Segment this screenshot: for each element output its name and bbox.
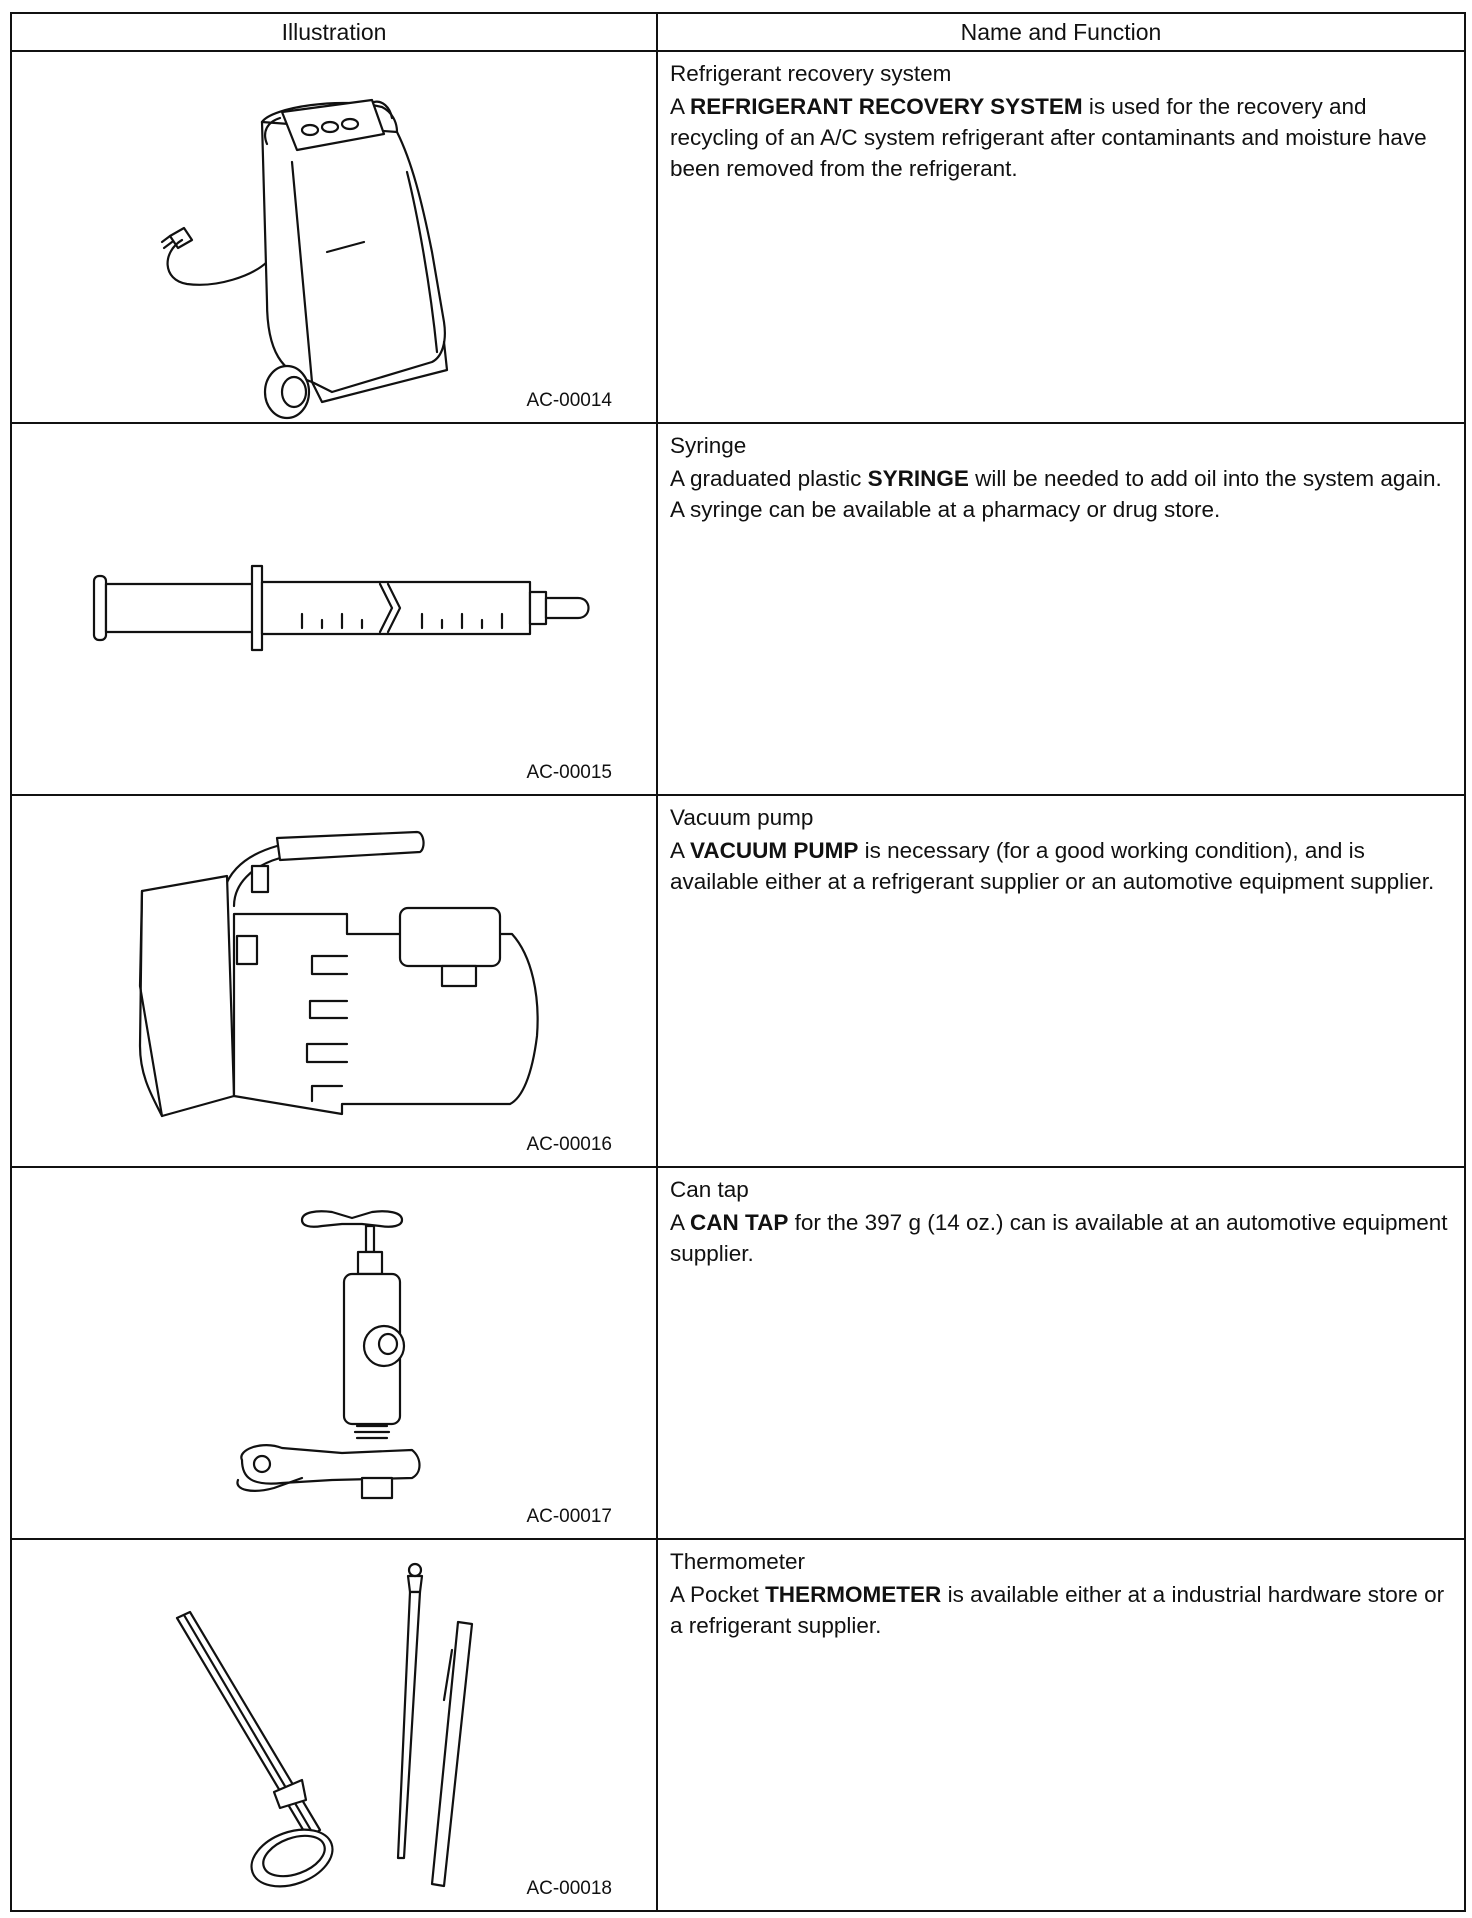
figure-code: AC-00015 <box>526 762 612 783</box>
description-cell <box>657 423 1465 795</box>
figure-code: AC-00017 <box>526 1506 612 1527</box>
item-keyword: VACUUM PUMP <box>690 838 859 863</box>
illustration-cell <box>11 51 657 423</box>
item-name: Refrigerant recovery system <box>670 61 952 86</box>
table-row <box>11 51 1465 423</box>
item-name: Can tap <box>670 1177 749 1202</box>
description-cell <box>657 51 1465 423</box>
item-description: A CAN TAP for the 397 g (14 oz.) can is available at an automotive equipment supplier. <box>670 1210 1448 1266</box>
illustration-cell <box>11 423 657 795</box>
header-row <box>11 13 1465 51</box>
vacuum-pump-illustration <box>12 796 658 1166</box>
illustration-cell <box>11 1539 657 1911</box>
description-cell <box>657 1539 1465 1911</box>
header-illustration: Illustration <box>11 13 657 51</box>
figure-code: AC-00014 <box>526 390 612 411</box>
syringe-illustration <box>12 424 658 794</box>
table-row <box>11 423 1465 795</box>
item-description: A VACUUM PUMP is necessary (for a good working condition), and is available either at a refrigerant supplier or an automotive equipment supplier. <box>670 838 1435 894</box>
thermometer-illustration <box>12 1540 658 1910</box>
item-keyword: THERMOMETER <box>765 1582 942 1607</box>
item-description: A REFRIGERANT RECOVERY SYSTEM is used for the recovery and recycling of an A/C system refrigerant after contaminants and moisture have been removed from the refrigerant. <box>670 94 1427 181</box>
item-description: A Pocket THERMOMETER is available either at a industrial hardware store or a refrigerant supplier. <box>670 1582 1445 1638</box>
illustration-cell <box>11 795 657 1167</box>
table-row <box>11 1167 1465 1539</box>
description-cell <box>657 1167 1465 1539</box>
table-row <box>11 1539 1465 1911</box>
item-keyword: REFRIGERANT RECOVERY SYSTEM <box>690 94 1083 119</box>
recovery-system-illustration <box>12 52 658 422</box>
figure-code: AC-00018 <box>526 1878 612 1899</box>
can-tap-illustration <box>12 1168 658 1538</box>
item-description: A graduated plastic SYRINGE will be needed to add oil into the system again. A syringe can be available at a pharmacy or drug store. <box>670 466 1442 522</box>
illustration-cell <box>11 1167 657 1539</box>
item-keyword: CAN TAP <box>690 1210 789 1235</box>
description-cell <box>657 795 1465 1167</box>
item-keyword: SYRINGE <box>867 466 969 491</box>
header-name-function: Name and Function <box>657 13 1465 51</box>
item-name: Syringe <box>670 433 747 458</box>
table-row <box>11 795 1465 1167</box>
item-name: Thermometer <box>670 1549 806 1574</box>
figure-code: AC-00016 <box>526 1134 612 1155</box>
tools-table <box>10 12 1466 1912</box>
item-name: Vacuum pump <box>670 805 814 830</box>
